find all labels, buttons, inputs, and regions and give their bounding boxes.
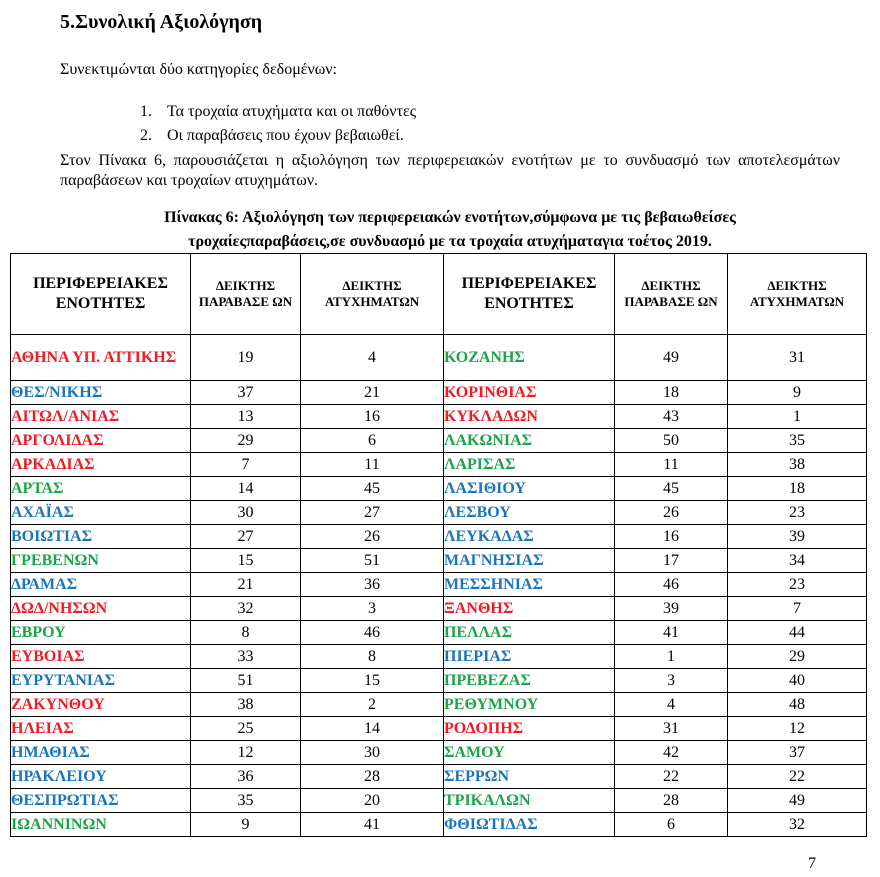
header-violations-index: ΔΕΙΚΤΗΣ ΠΑΡΑΒΑΣΕ ΩΝ [191, 254, 301, 335]
table-row [11, 789, 867, 813]
region-name: ΚΥΚΛΑΔΩΝ [444, 405, 615, 429]
region-name: ΑΧΑΪΑΣ [11, 501, 191, 525]
violations-index: 18 [615, 381, 728, 405]
region-name: ΛΕΣΒΟΥ [444, 501, 615, 525]
accidents-index: 48 [728, 693, 867, 717]
violations-index: 35 [191, 789, 301, 813]
violations-index: 19 [191, 335, 301, 381]
accidents-index: 34 [728, 549, 867, 573]
table-row [11, 621, 867, 645]
region-name: ΦΘΙΩΤΙΔΑΣ [444, 813, 615, 837]
region-name: ΔΩΔ/ΝΗΣΩΝ [11, 597, 191, 621]
region-name: ΒΟΙΩΤΙΑΣ [11, 525, 191, 549]
violations-index: 13 [191, 405, 301, 429]
header-region: ΠΕΡΙΦΕΡΕΙΑΚΕΣ ΕΝΟΤΗΤΕΣ [444, 254, 615, 335]
violations-index: 36 [191, 765, 301, 789]
list-number: 2. [140, 127, 152, 144]
region-name: ΑΡΓΟΛΙΔΑΣ [11, 429, 191, 453]
list-item [140, 124, 416, 148]
violations-index: 6 [615, 813, 728, 837]
accidents-index: 22 [728, 765, 867, 789]
violations-index: 29 [191, 429, 301, 453]
region-name: ΠΕΛΛΑΣ [444, 621, 615, 645]
accidents-index: 2 [301, 693, 444, 717]
violations-index: 17 [615, 549, 728, 573]
table-row [11, 549, 867, 573]
header-accidents-index: ΔΕΙΚΤΗΣ ΑΤΥΧΗΜΑΤΩΝ [301, 254, 444, 335]
table-caption [60, 206, 840, 254]
accidents-index: 32 [728, 813, 867, 837]
violations-index: 45 [615, 477, 728, 501]
table-row [11, 501, 867, 525]
violations-index: 9 [191, 813, 301, 837]
section-heading: 5.Συνολική Αξιολόγηση [60, 11, 263, 33]
caption-line: Πίνακας 6: Αξιολόγηση των περιφερειακών ενοτήτων,σύμφωνα με τις βεβαιωθείσες [164, 209, 736, 226]
region-name: ΣΕΡΡΩΝ [444, 765, 615, 789]
region-name: ΚΟΡΙΝΘΙΑΣ [444, 381, 615, 405]
violations-index: 25 [191, 717, 301, 741]
violations-index: 51 [191, 669, 301, 693]
accidents-index: 27 [301, 501, 444, 525]
region-name: ΠΡΕΒΕΖΑΣ [444, 669, 615, 693]
accidents-index: 45 [301, 477, 444, 501]
violations-index: 49 [615, 335, 728, 381]
accidents-index: 11 [301, 453, 444, 477]
region-name: ΕΥΒΟΙΑΣ [11, 645, 191, 669]
table-row [11, 645, 867, 669]
violations-index: 11 [615, 453, 728, 477]
table-row [11, 669, 867, 693]
accidents-index: 16 [301, 405, 444, 429]
accidents-index: 37 [728, 741, 867, 765]
header-accidents-index: ΔΕΙΚΤΗΣ ΑΤΥΧΗΜΑΤΩΝ [728, 254, 867, 335]
accidents-index: 1 [728, 405, 867, 429]
region-name: ΑΡΤΑΣ [11, 477, 191, 501]
violations-index: 28 [615, 789, 728, 813]
table-row [11, 717, 867, 741]
assessment-table [10, 253, 867, 837]
region-name: ΜΕΣΣΗΝΙΑΣ [444, 573, 615, 597]
violations-index: 7 [191, 453, 301, 477]
accidents-index: 14 [301, 717, 444, 741]
region-name: ΛΑΣΙΘΙΟΥ [444, 477, 615, 501]
region-name: ΤΡΙΚΑΛΩΝ [444, 789, 615, 813]
violations-index: 42 [615, 741, 728, 765]
accidents-index: 23 [728, 573, 867, 597]
region-name: ΕΒΡΟΥ [11, 621, 191, 645]
violations-index: 43 [615, 405, 728, 429]
region-name: ΘΕΣ/ΝΙΚΗΣ [11, 381, 191, 405]
page-number: 7 [808, 855, 816, 872]
table-row [11, 597, 867, 621]
region-name: ΙΩΑΝΝΙΝΩΝ [11, 813, 191, 837]
accidents-index: 39 [728, 525, 867, 549]
table-row [11, 525, 867, 549]
region-name: ΚΟΖΑΝΗΣ [444, 335, 615, 381]
accidents-index: 6 [301, 429, 444, 453]
table-row [11, 741, 867, 765]
violations-index: 31 [615, 717, 728, 741]
violations-index: 26 [615, 501, 728, 525]
accidents-index: 51 [301, 549, 444, 573]
violations-index: 4 [615, 693, 728, 717]
accidents-index: 49 [728, 789, 867, 813]
region-name: ΔΡΑΜΑΣ [11, 573, 191, 597]
accidents-index: 4 [301, 335, 444, 381]
table-row [11, 453, 867, 477]
accidents-index: 12 [728, 717, 867, 741]
table-row [11, 693, 867, 717]
header-row [11, 254, 867, 335]
table-row [11, 765, 867, 789]
violations-index: 38 [191, 693, 301, 717]
violations-index: 27 [191, 525, 301, 549]
header-violations-index: ΔΕΙΚΤΗΣ ΠΑΡΑΒΑΣΕ ΩΝ [615, 254, 728, 335]
table-row [11, 335, 867, 381]
violations-index: 12 [191, 741, 301, 765]
accidents-index: 29 [728, 645, 867, 669]
violations-index: 22 [615, 765, 728, 789]
region-name: ΑΡΚΑΔΙΑΣ [11, 453, 191, 477]
accidents-index: 15 [301, 669, 444, 693]
region-name: ΗΡΑΚΛΕΙΟΥ [11, 765, 191, 789]
accidents-index: 30 [301, 741, 444, 765]
region-name: ΛΑΚΩΝΙΑΣ [444, 429, 615, 453]
violations-index: 1 [615, 645, 728, 669]
violations-index: 39 [615, 597, 728, 621]
description-paragraph: Στον Πίνακα 6, παρουσιάζεται η αξιολόγηση των περιφερειακών ενοτήτων με το συνδυασμό των αποτελεσμάτων παραβάσεων και τροχαίων ατυχημάτων. [60, 152, 840, 189]
violations-index: 46 [615, 573, 728, 597]
region-name: ΛΑΡΙΣΑΣ [444, 453, 615, 477]
accidents-index: 26 [301, 525, 444, 549]
list-item [140, 100, 416, 124]
region-name: ΛΕΥΚΑΔΑΣ [444, 525, 615, 549]
table-row [11, 429, 867, 453]
region-name: ΓΡΕΒΕΝΩΝ [11, 549, 191, 573]
table-row [11, 405, 867, 429]
accidents-index: 36 [301, 573, 444, 597]
accidents-index: 8 [301, 645, 444, 669]
region-name: ΑΙΤΩΛ/ΑΝΙΑΣ [11, 405, 191, 429]
accidents-index: 41 [301, 813, 444, 837]
accidents-index: 44 [728, 621, 867, 645]
region-name: ΡΟΔΟΠΗΣ [444, 717, 615, 741]
violations-index: 21 [191, 573, 301, 597]
accidents-index: 21 [301, 381, 444, 405]
list-number: 1. [140, 103, 152, 120]
violations-index: 30 [191, 501, 301, 525]
region-name: ΡΕΘΥΜΝΟΥ [444, 693, 615, 717]
accidents-index: 18 [728, 477, 867, 501]
region-name: ΠΙΕΡΙΑΣ [444, 645, 615, 669]
violations-index: 15 [191, 549, 301, 573]
region-name: ΕΥΡΥΤΑΝΙΑΣ [11, 669, 191, 693]
accidents-index: 7 [728, 597, 867, 621]
region-name: ΗΜΑΘΙΑΣ [11, 741, 191, 765]
violations-index: 33 [191, 645, 301, 669]
accidents-index: 23 [728, 501, 867, 525]
violations-index: 41 [615, 621, 728, 645]
caption-line: τροχαίεςπαραβάσεις,σε συνδυασμό με τα τροχαία ατυχήματαγια τοέτος 2019. [188, 233, 712, 250]
region-name: ΗΛΕΙΑΣ [11, 717, 191, 741]
table-row [11, 813, 867, 837]
accidents-index: 3 [301, 597, 444, 621]
table-row [11, 477, 867, 501]
violations-index: 8 [191, 621, 301, 645]
accidents-index: 46 [301, 621, 444, 645]
list-text: Τα τροχαία ατυχήματα και οι παθόντες [167, 103, 417, 120]
violations-index: 50 [615, 429, 728, 453]
violations-index: 14 [191, 477, 301, 501]
region-name: ΣΑΜΟΥ [444, 741, 615, 765]
list-text: Οι παραβάσεις που έχουν βεβαιωθεί. [167, 127, 404, 144]
accidents-index: 38 [728, 453, 867, 477]
header-region: ΠΕΡΙΦΕΡΕΙΑΚΕΣ ΕΝΟΤΗΤΕΣ [11, 254, 191, 335]
region-name: ΜΑΓΝΗΣΙΑΣ [444, 549, 615, 573]
region-name: ΖΑΚΥΝΘΟΥ [11, 693, 191, 717]
table-row [11, 573, 867, 597]
table-row [11, 381, 867, 405]
intro-text: Συνεκτιμώνται δύο κατηγορίες δεδομένων: [60, 61, 337, 78]
region-name: ΑΘΗΝΑ ΥΠ. ΑΤΤΙΚΗΣ [11, 335, 191, 381]
violations-index: 3 [615, 669, 728, 693]
accidents-index: 31 [728, 335, 867, 381]
violations-index: 16 [615, 525, 728, 549]
region-name: ΞΑΝΘΗΣ [444, 597, 615, 621]
accidents-index: 40 [728, 669, 867, 693]
violations-index: 32 [191, 597, 301, 621]
accidents-index: 35 [728, 429, 867, 453]
category-list [140, 100, 416, 148]
violations-index: 37 [191, 381, 301, 405]
accidents-index: 20 [301, 789, 444, 813]
region-name: ΘΕΣΠΡΩΤΙΑΣ [11, 789, 191, 813]
accidents-index: 9 [728, 381, 867, 405]
accidents-index: 28 [301, 765, 444, 789]
